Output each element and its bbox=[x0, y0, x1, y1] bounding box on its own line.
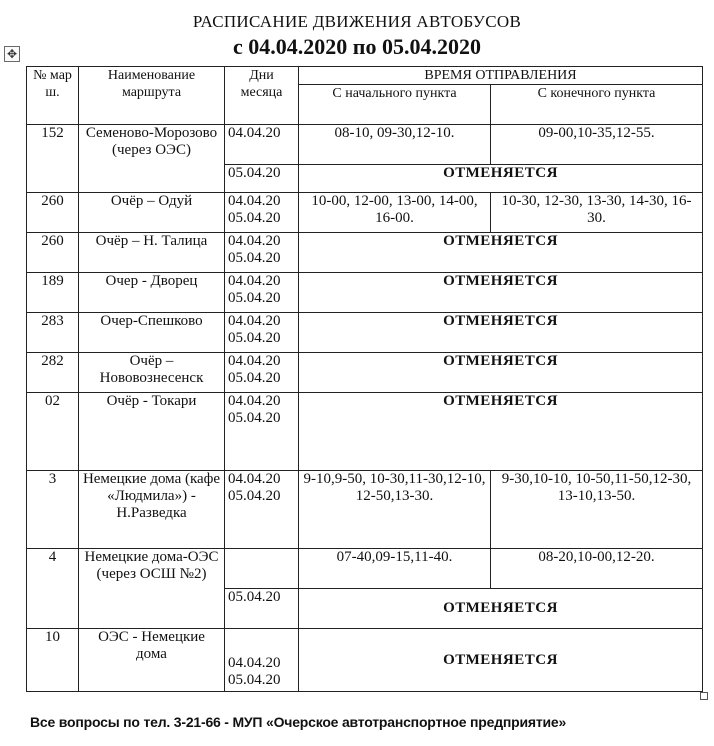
cancelled-label: ОТМЕНЯЕТСЯ bbox=[299, 165, 703, 193]
cancelled-label: ОТМЕНЯЕТСЯ bbox=[299, 273, 703, 313]
header-departure-time: ВРЕМЯ ОТПРАВЛЕНИЯ bbox=[299, 67, 703, 85]
table-row bbox=[27, 549, 703, 589]
route-number: 4 bbox=[27, 549, 79, 629]
cancelled-label: ОТМЕНЯЕТСЯ bbox=[299, 233, 703, 273]
table-row bbox=[27, 125, 703, 165]
route-name: Очёр – Н. Талица bbox=[79, 233, 225, 273]
cancelled-label: ОТМЕНЯЕТСЯ bbox=[299, 353, 703, 393]
route-number: 283 bbox=[27, 313, 79, 353]
table-resize-handle[interactable] bbox=[700, 692, 708, 700]
header-days: Дни месяца bbox=[225, 67, 299, 125]
cancelled-label: ОТМЕНЯЕТСЯ bbox=[299, 589, 703, 629]
route-date bbox=[225, 549, 299, 589]
route-name: Очёр - Токари bbox=[79, 393, 225, 471]
table-row bbox=[27, 353, 703, 393]
route-date: 05.04.20 bbox=[225, 589, 299, 629]
departure-from-start: 10-00, 12-00, 13-00, 14-00, 16-00. bbox=[299, 193, 491, 233]
footer-contact: Все вопросы по тел. 3-21-66 - МУП «Очерское автотранспортное предприятие» bbox=[30, 714, 567, 730]
table-row bbox=[27, 193, 703, 233]
route-name: Очер-Спешково bbox=[79, 313, 225, 353]
cancelled-label: ОТМЕНЯЕТСЯ bbox=[299, 393, 703, 471]
route-dates: 04.04.20 05.04.20 bbox=[225, 629, 299, 692]
route-dates: 04.04.20 05.04.20 bbox=[225, 193, 299, 233]
route-number: 189 bbox=[27, 273, 79, 313]
cancelled-label: ОТМЕНЯЕТСЯ bbox=[299, 629, 703, 692]
route-name: ОЭС - Немецкие дома bbox=[79, 629, 225, 692]
departure-from-start: 08-10, 09-30,12-10. bbox=[299, 125, 491, 165]
route-number: 02 bbox=[27, 393, 79, 471]
departure-from-start: 07-40,09-15,11-40. bbox=[299, 549, 491, 589]
schedule-table bbox=[26, 66, 703, 692]
route-name: Очёр – Нововознесенск bbox=[79, 353, 225, 393]
header-route-number: № мар ш. bbox=[27, 67, 79, 125]
departure-from-end: 10-30, 12-30, 13-30, 14-30, 16-30. bbox=[491, 193, 703, 233]
table-row bbox=[27, 273, 703, 313]
departure-from-end: 09-00,10-35,12-55. bbox=[491, 125, 703, 165]
route-dates: 04.04.20 05.04.20 bbox=[225, 393, 299, 471]
cancelled-label: ОТМЕНЯЕТСЯ bbox=[299, 313, 703, 353]
route-number: 3 bbox=[27, 471, 79, 549]
departure-from-start: 9-10,9-50, 10-30,11-30,12-10, 12-50,13-30. bbox=[299, 471, 491, 549]
route-number: 282 bbox=[27, 353, 79, 393]
route-date: 05.04.20 bbox=[225, 165, 299, 193]
route-name: Немецкие дома (кафе «Людмила») - Н.Разведка bbox=[79, 471, 225, 549]
route-name: Очер - Дворец bbox=[79, 273, 225, 313]
table-row bbox=[27, 233, 703, 273]
route-dates: 04.04.20 05.04.20 bbox=[225, 353, 299, 393]
header-route-name: Наименование маршрута bbox=[79, 67, 225, 125]
document-title: РАСПИСАНИЕ ДВИЖЕНИЯ АВТОБУСОВ bbox=[192, 12, 522, 31]
move-handle-icon[interactable]: ✥ bbox=[4, 46, 20, 62]
departure-from-end: 08-20,10-00,12-20. bbox=[491, 549, 703, 589]
route-name: Очёр – Одуй bbox=[79, 193, 225, 233]
route-number: 260 bbox=[27, 233, 79, 273]
header-from-end: С конечного пункта bbox=[491, 85, 703, 125]
table-row bbox=[27, 393, 703, 471]
route-dates: 04.04.20 05.04.20 bbox=[225, 471, 299, 549]
table-row bbox=[27, 313, 703, 353]
route-date: 04.04.20 bbox=[225, 125, 299, 165]
departure-from-end: 9-30,10-10, 10-50,11-50,12-30, 13-10,13-50. bbox=[491, 471, 703, 549]
table-row bbox=[27, 471, 703, 549]
route-number: 260 bbox=[27, 193, 79, 233]
document-subtitle: с 04.04.2020 по 05.04.2020 bbox=[233, 34, 481, 59]
route-name: Немецкие дома-ОЭС (через ОСШ №2) bbox=[79, 549, 225, 629]
route-dates: 04.04.20 05.04.20 bbox=[225, 273, 299, 313]
header-from-start: С начального пункта bbox=[299, 85, 491, 125]
route-number: 10 bbox=[27, 629, 79, 692]
route-number: 152 bbox=[27, 125, 79, 193]
route-dates: 04.04.20 05.04.20 bbox=[225, 233, 299, 273]
table-row bbox=[27, 629, 703, 692]
route-name: Семеново-Морозово (через ОЭС) bbox=[79, 125, 225, 193]
route-dates: 04.04.20 05.04.20 bbox=[225, 313, 299, 353]
